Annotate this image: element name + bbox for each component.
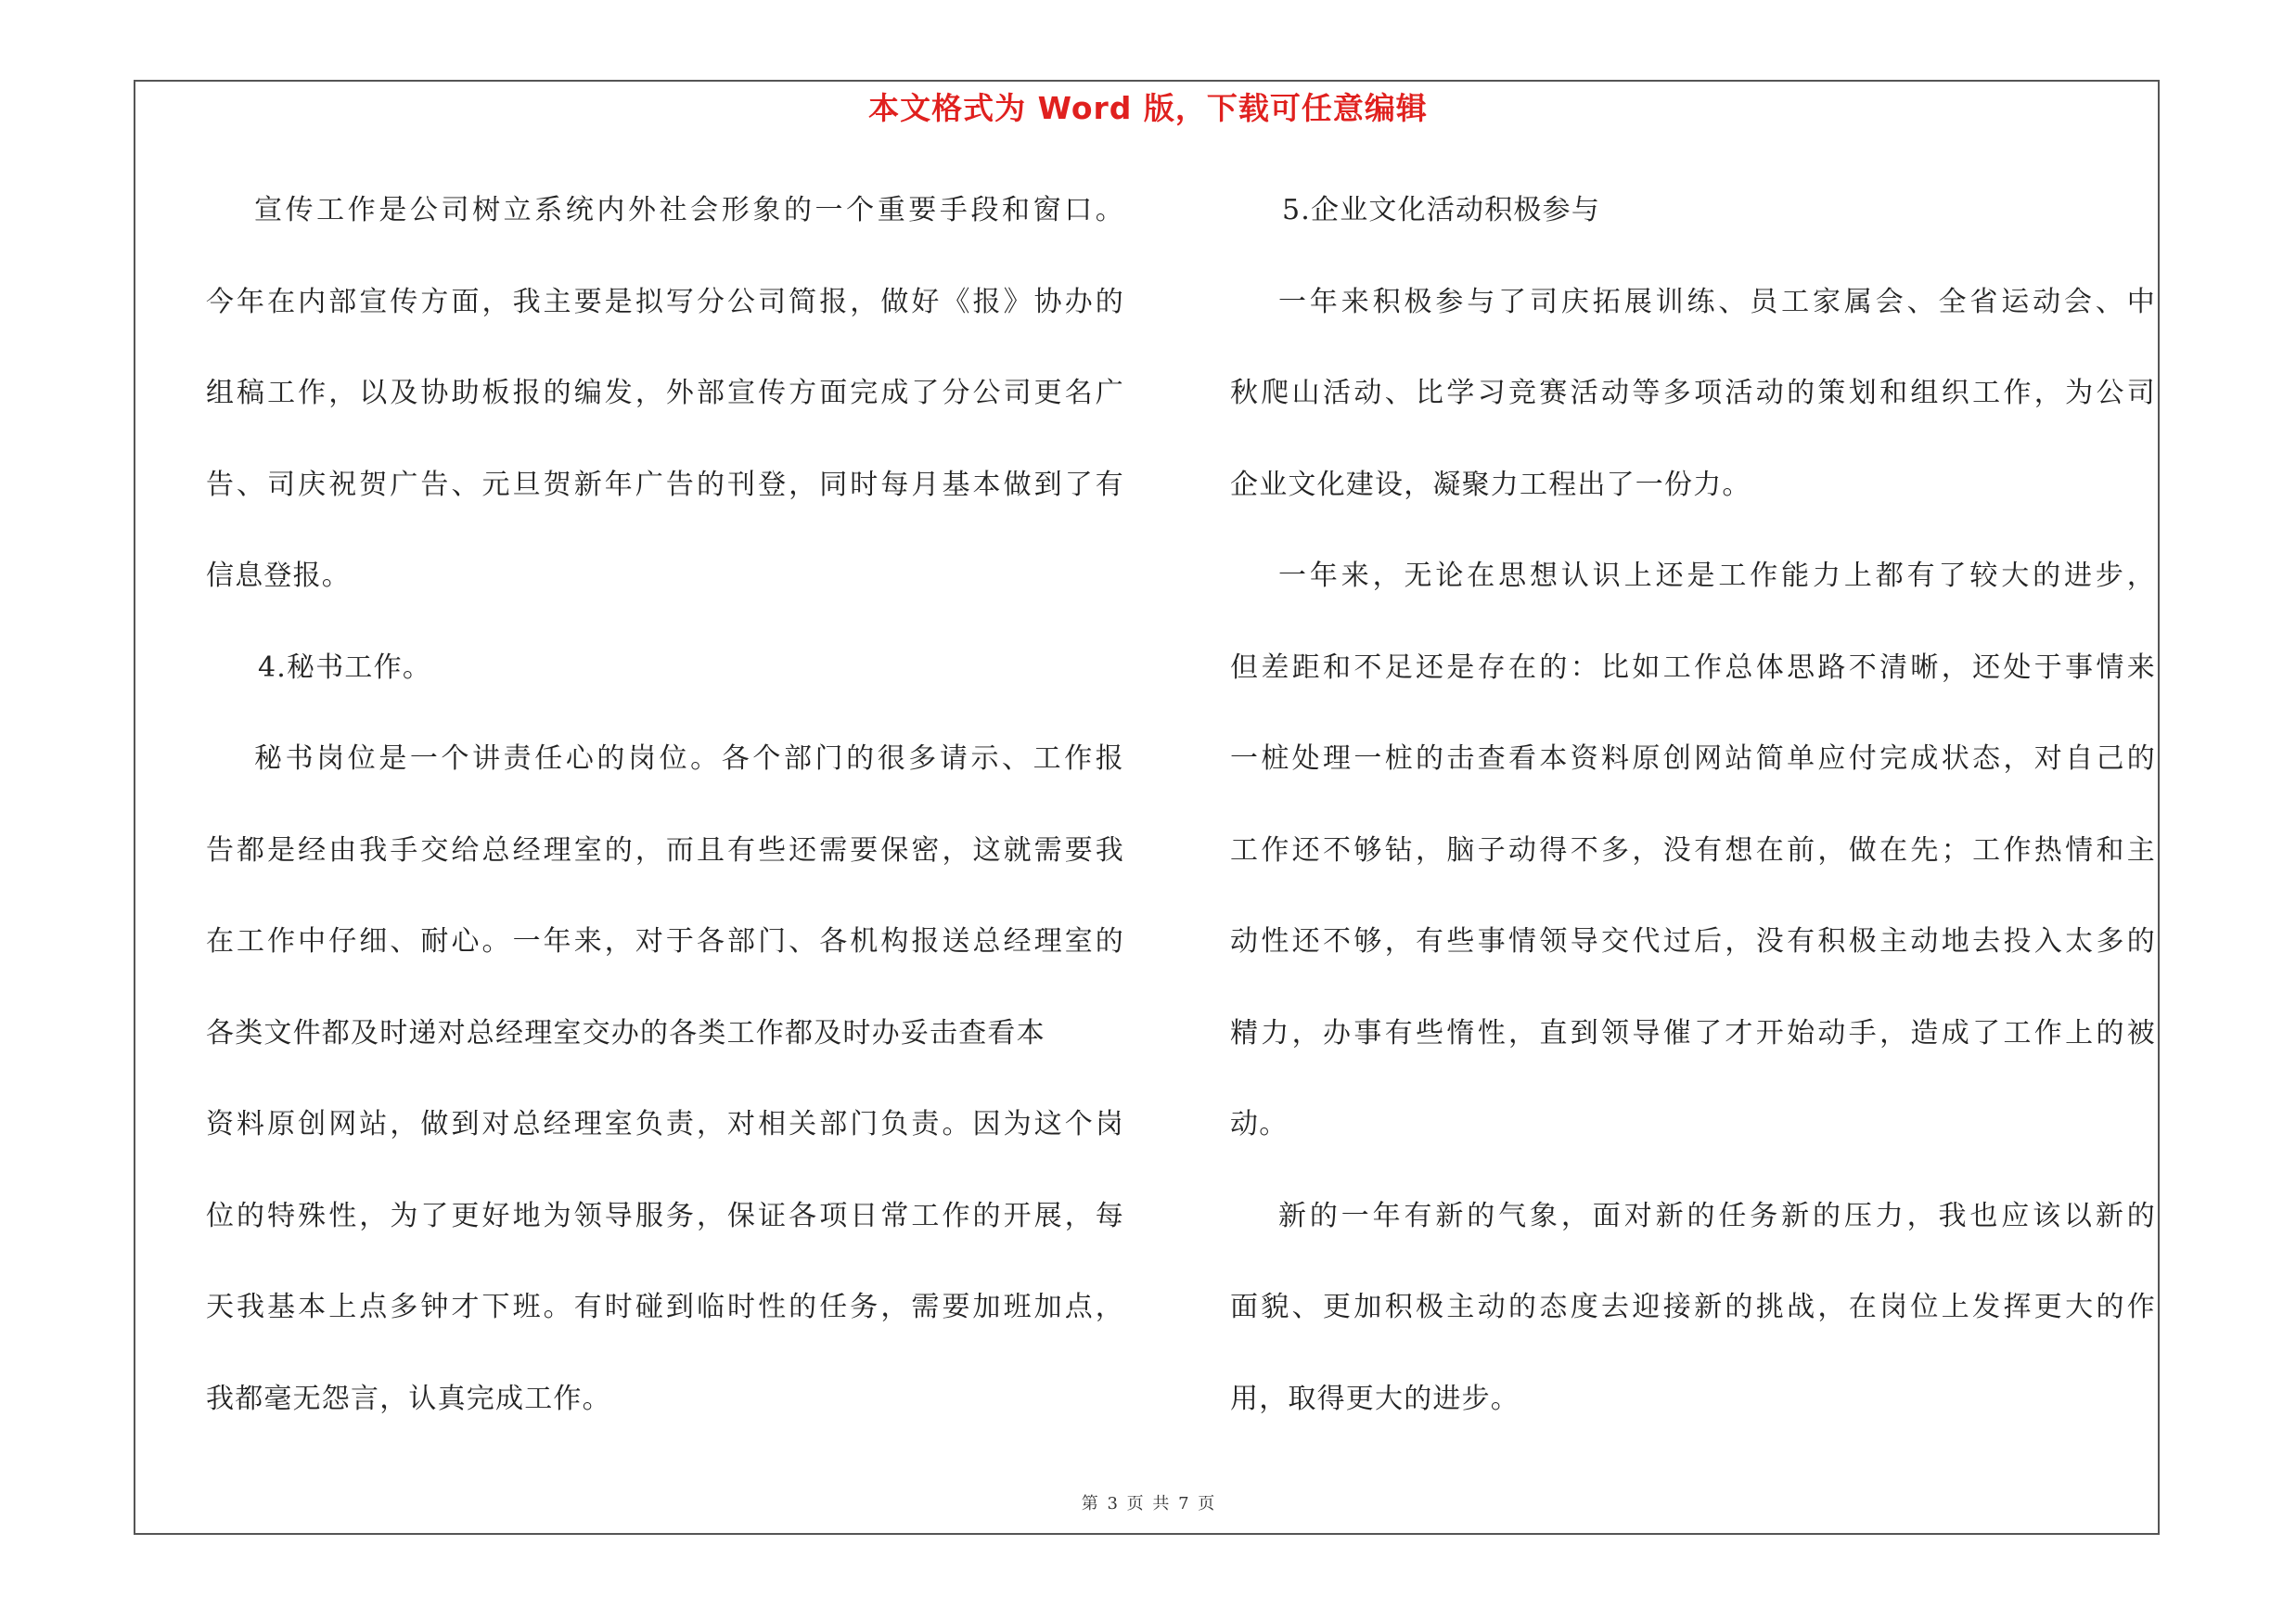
right-text-column bbox=[1230, 187, 2156, 1467]
paragraph-line: 告、司庆祝贺广告、元旦贺新年广告的刊登，同时每月基本做到了有 bbox=[206, 468, 1124, 501]
left-text-column bbox=[206, 187, 1124, 1467]
paragraph-line: 一年来积极参与了司庆拓展训练、员工家属会、全省运动会、中 bbox=[1278, 285, 2156, 318]
paragraph-line: 今年在内部宣传方面，我主要是拟写分公司简报，做好《报》协办的 bbox=[206, 285, 1124, 318]
paragraph-line: 一年来，无论在思想认识上还是工作能力上都有了较大的进步， bbox=[1278, 560, 2156, 592]
paragraph-line: 宣传工作是公司树立系统内外社会形象的一个重要手段和窗口。 bbox=[254, 194, 1124, 226]
paragraph-line: 但差距和不足还是存在的：比如工作总体思路不清晰，还处于事情来 bbox=[1230, 650, 2156, 684]
paragraph-line: 位的特殊性，为了更好地为领导服务，保证各项日常工作的开展，每 bbox=[206, 1199, 1124, 1232]
paragraph-line: 面貌、更加积极主动的态度去迎接新的挑战，在岗位上发挥更大的作 bbox=[1230, 1291, 2156, 1323]
paragraph-line: 秋爬山活动、比学习竞赛活动等多项活动的策划和组织工作，为公司 bbox=[1230, 377, 2156, 409]
paragraph-line: 秘书岗位是一个讲责任心的岗位。各个部门的很多请示、工作报 bbox=[254, 742, 1124, 775]
section-heading: 4.秘书工作。 bbox=[258, 650, 432, 684]
paragraph-line: 动性还不够，有些事情领导交代过后，没有积极主动地去投入太多的 bbox=[1230, 925, 2156, 958]
paragraph-line: 告都是经由我手交给总经理室的，而且有些还需要保密，这就需要我 bbox=[206, 833, 1124, 867]
paragraph-line: 新的一年有新的气象，面对新的任务新的压力，我也应该以新的 bbox=[1278, 1199, 2156, 1232]
paragraph-line: 在工作中仔细、耐心。一年来，对于各部门、各机构报送总经理室的 bbox=[206, 925, 1124, 958]
paragraph-line: 企业文化建设，凝聚力工程出了一份力。 bbox=[1230, 468, 1751, 501]
page-number-footer: 第 3 页 共 7 页 bbox=[1081, 1494, 1215, 1514]
paragraph-line: 组稿工作，以及协助板报的编发，外部宣传方面完成了分公司更名广 bbox=[206, 377, 1124, 409]
paragraph-line: 精力，办事有些惰性，直到领导催了才开始动手，造成了工作上的被 bbox=[1230, 1016, 2156, 1050]
paragraph-line: 工作还不够钻，脑子动得不多，没有想在前，做在先；工作热情和主 bbox=[1230, 833, 2156, 867]
paragraph-line: 一桩处理一桩的击查看本资料原创网站简单应付完成状态，对自己的 bbox=[1230, 742, 2156, 775]
paragraph-line: 资料原创网站，做到对总经理室负责，对相关部门负责。因为这个岗 bbox=[206, 1108, 1124, 1140]
section-heading: 5.企业文化活动积极参与 bbox=[1282, 194, 1601, 226]
paragraph-line: 动。 bbox=[1230, 1108, 1289, 1140]
paragraph-line: 天我基本上点多钟才下班。有时碰到临时性的任务，需要加班加点， bbox=[206, 1291, 1124, 1323]
paragraph-line: 各类文件都及时递对总经理室交办的各类工作都及时办妥击查看本 bbox=[206, 1016, 1045, 1050]
word-format-banner: 本文格式为 Word 版，下载可任意编辑 bbox=[868, 90, 1428, 126]
paragraph-line: 信息登报。 bbox=[206, 560, 351, 592]
paragraph-line: 用，取得更大的进步。 bbox=[1230, 1382, 1520, 1415]
paragraph-line: 我都毫无怨言，认真完成工作。 bbox=[206, 1382, 611, 1415]
